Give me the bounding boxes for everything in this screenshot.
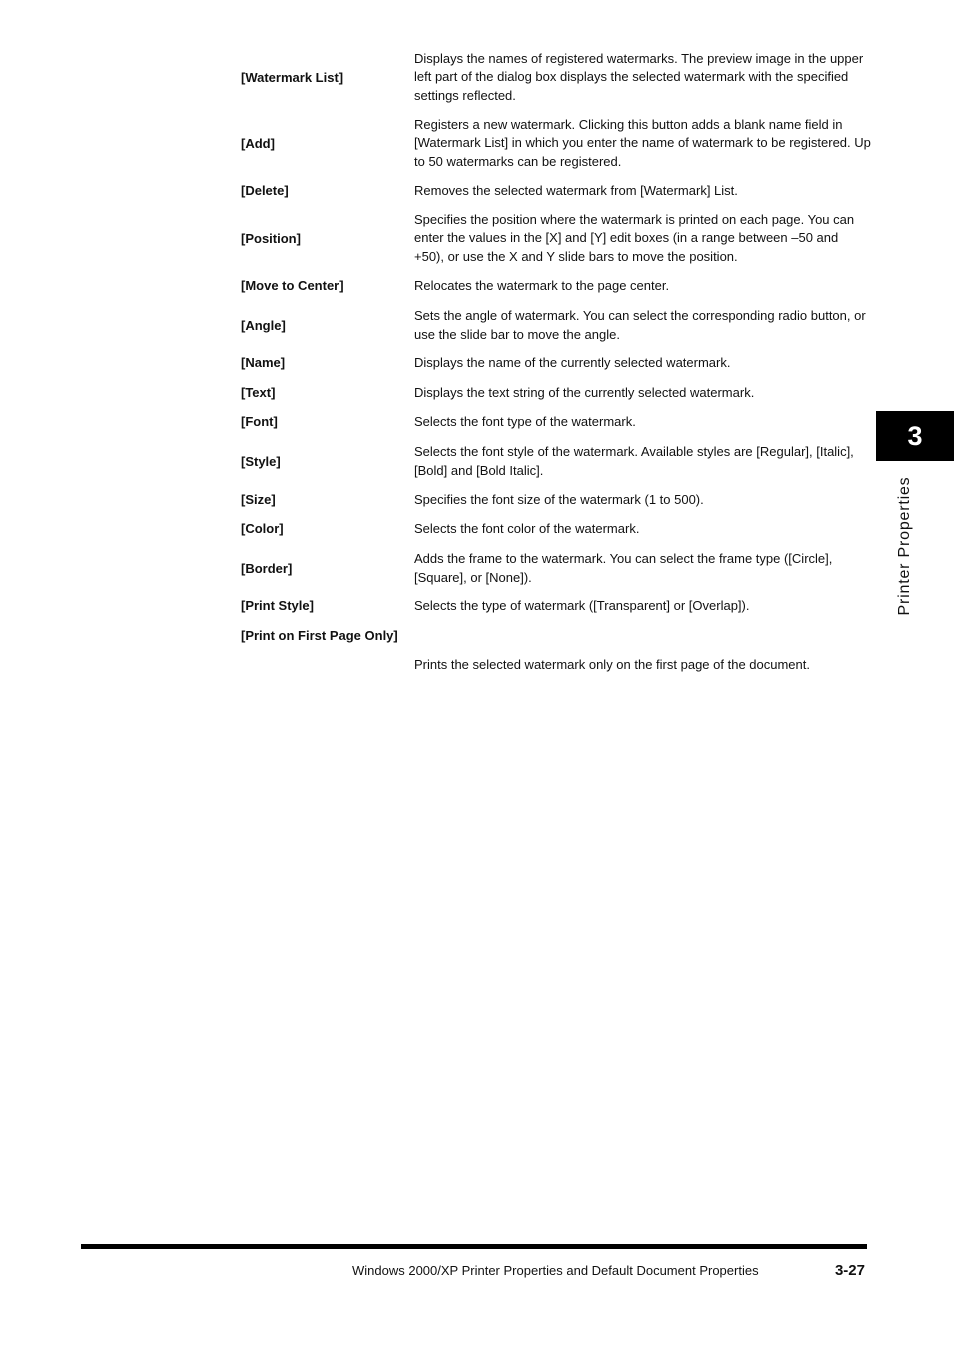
term-label: [Text] — [241, 385, 276, 400]
term-label: [Style] — [241, 453, 281, 469]
term-description: Relocates the watermark to the page center. — [414, 277, 670, 293]
term-description: Prints the selected watermark only on the first page of the document. — [414, 657, 810, 672]
term-description: Displays the names of registered watermarks. The preview image in the upper left part of the dialog box displays the selected watermark with the specified settings reflected. — [414, 51, 864, 103]
term-label: [Border] — [241, 560, 293, 576]
table-row — [241, 211, 871, 266]
term-description: Registers a new watermark. Clicking this button adds a blank name field in [Watermark List] in which you enter the name of watermark to be registered. Up to 50 watermarks can be registered. — [414, 117, 871, 169]
table-row — [241, 50, 871, 105]
footer-divider — [81, 1244, 867, 1249]
term-description: Selects the font color of the watermark. — [414, 520, 640, 536]
page-number: 3-27 — [834, 1262, 865, 1279]
term-description: Specifies the position where the watermark is printed on each page. You can enter the values in the [X] and [Y] edit boxes (in a range between –50 and +50), or use the X and Y slide bars to move the position. — [414, 212, 855, 264]
table-row — [241, 116, 871, 171]
term-description: Specifies the font size of the watermark (1 to 500). — [414, 491, 704, 507]
term-description: Adds the frame to the watermark. You can select the frame type ([Circle], [Square], or [None]). — [414, 551, 833, 585]
chapter-number: 3 — [907, 421, 923, 451]
term-description: Displays the name of the currently selected watermark. — [414, 354, 731, 370]
table-row — [241, 443, 871, 480]
term-label: [Delete] — [241, 183, 289, 198]
term-label: [Move to Center] — [241, 278, 344, 293]
term-description: Selects the type of watermark ([Transparent] or [Overlap]). — [414, 597, 750, 613]
table-row — [241, 550, 871, 587]
term-label: [Print on First Page Only] — [241, 628, 398, 643]
term-description: Displays the text string of the currently selected watermark. — [414, 384, 755, 400]
table-row — [241, 597, 871, 615]
chapter-tab — [876, 411, 954, 461]
term-description: Selects the font type of the watermark. — [414, 413, 636, 429]
term-label: [Angle] — [241, 317, 286, 333]
table-row — [241, 277, 871, 295]
table-row — [241, 182, 871, 200]
term-description: Sets the angle of watermark. You can select the corresponding radio button, or use the slide bar to move the angle. — [414, 308, 866, 342]
footer-title: Windows 2000/XP Printer Properties and Default Document Properties — [352, 1263, 759, 1278]
section-side-label: Printer Properties — [896, 476, 913, 616]
term-label: [Add] — [241, 135, 275, 151]
term-label: [Name] — [241, 355, 286, 370]
table-row — [241, 384, 871, 402]
term-description: Removes the selected watermark from [Watermark] List. — [414, 182, 738, 198]
term-label: [Print Style] — [241, 598, 314, 613]
term-label: [Color] — [241, 521, 284, 536]
table-row — [241, 520, 871, 538]
table-row — [241, 413, 871, 431]
table-row — [241, 491, 871, 509]
table-row — [241, 307, 871, 344]
term-label: [Position] — [241, 230, 301, 246]
term-label: [Size] — [241, 492, 276, 507]
table-row — [241, 354, 871, 372]
term-description: Selects the font style of the watermark. Available styles are [Regular], [Italic], [Bold] and [Bold Italic]. — [414, 444, 854, 478]
term-label: [Font] — [241, 414, 278, 429]
term-label: [Watermark List] — [241, 69, 344, 85]
